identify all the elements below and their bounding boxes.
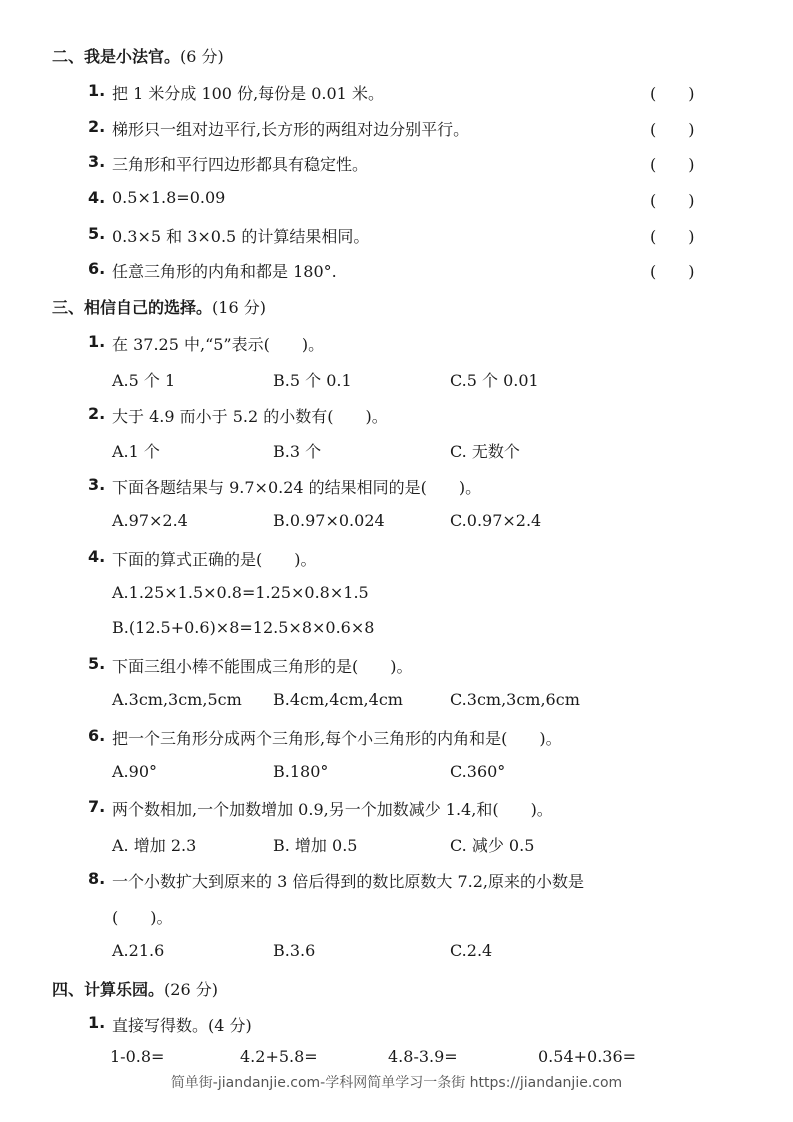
s2-q2-text: 梯形只一组对边平行,长方形的两组对边分别平行。 xyxy=(112,120,470,139)
s2-q4-answer-blank[interactable]: ( ) xyxy=(650,191,695,210)
s3-q3-number: 3. xyxy=(88,475,106,494)
s4-q1-text: 直接写得数。(4 分) xyxy=(112,1016,252,1035)
s3-q2-option-c[interactable]: C. 无数个 xyxy=(450,442,520,461)
s2-q6-number: 6. xyxy=(88,259,106,278)
section-3-title: 三、相信自己的选择。 xyxy=(52,298,213,317)
section-4-title: 四、计算乐园。 xyxy=(52,980,165,999)
s3-q8-option-c[interactable]: C.2.4 xyxy=(450,941,493,960)
s3-q1-option-a[interactable]: A.5 个 1 xyxy=(112,371,176,390)
section-2-title: 二、我是小法官。 xyxy=(52,47,181,66)
footer-watermark: 简单街-jiandanjie.com-学科网简单学习一条街 https://jiandanjie.com xyxy=(170,1075,623,1091)
s2-q6-answer-blank[interactable]: ( ) xyxy=(650,262,695,281)
s3-q6-option-a[interactable]: A.90° xyxy=(112,762,157,781)
s3-q7-option-b[interactable]: B. 增加 0.5 xyxy=(273,836,358,855)
s3-q7-number: 7. xyxy=(88,797,106,816)
s3-q1-text: 在 37.25 中,“5”表示( )。 xyxy=(112,335,325,354)
s3-q1-option-c[interactable]: C.5 个 0.01 xyxy=(450,371,539,390)
section-2-points: (6 分) xyxy=(180,47,224,66)
section-4-heading xyxy=(52,977,218,1000)
section-3-heading xyxy=(52,295,266,318)
s3-q8-text: 一个小数扩大到原来的 3 倍后得到的数比原数大 7.2,原来的小数是 xyxy=(112,872,584,891)
s3-q3-option-b[interactable]: B.0.97×0.024 xyxy=(273,511,385,530)
s3-q5-option-b[interactable]: B.4cm,4cm,4cm xyxy=(273,690,403,709)
s3-q6-number: 6. xyxy=(88,726,106,745)
s3-q7-text: 两个数相加,一个加数增加 0.9,另一个加数减少 1.4,和( )。 xyxy=(112,800,553,819)
s3-q5-option-a[interactable]: A.3cm,3cm,5cm xyxy=(112,690,242,709)
s2-q3-text: 三角形和平行四边形都具有稳定性。 xyxy=(112,155,369,174)
s3-q1-number: 1. xyxy=(88,332,106,351)
s2-q2-answer-blank[interactable]: ( ) xyxy=(650,120,695,139)
s4-q1-number: 1. xyxy=(88,1013,106,1032)
s3-q6-text: 把一个三角形分成两个三角形,每个小三角形的内角和是( )。 xyxy=(112,729,562,748)
s2-q2-number: 2. xyxy=(88,117,106,136)
calc-item-1: 1-0.8= xyxy=(110,1047,165,1066)
calc-item-4: 0.54+0.36= xyxy=(538,1047,637,1066)
section-3-points: (16 分) xyxy=(212,298,266,317)
section-2-heading xyxy=(52,44,224,67)
s2-q5-number: 5. xyxy=(88,224,106,243)
s3-q7-option-c[interactable]: C. 减少 0.5 xyxy=(450,836,535,855)
section-4-points: (26 分) xyxy=(164,980,218,999)
s3-q8-option-a[interactable]: A.21.6 xyxy=(112,941,165,960)
s3-q1-option-b[interactable]: B.5 个 0.1 xyxy=(273,371,352,390)
s2-q3-number: 3. xyxy=(88,152,106,171)
calc-item-3: 4.8-3.9= xyxy=(388,1047,458,1066)
s3-q8-number: 8. xyxy=(88,869,106,888)
s2-q1-answer-blank[interactable]: ( ) xyxy=(650,84,695,103)
s3-q5-text: 下面三组小棒不能围成三角形的是( )。 xyxy=(112,657,413,676)
s2-q4-text: 0.5×1.8=0.09 xyxy=(112,188,226,207)
s2-q6-text: 任意三角形的内角和都是 180°. xyxy=(112,262,337,281)
s2-q3-answer-blank[interactable]: ( ) xyxy=(650,155,695,174)
s3-q5-number: 5. xyxy=(88,654,106,673)
s3-q2-text: 大于 4.9 而小于 5.2 的小数有( )。 xyxy=(112,407,388,426)
s2-q4-number: 4. xyxy=(88,188,106,207)
s3-q2-option-b[interactable]: B.3 个 xyxy=(273,442,322,461)
s3-q2-number: 2. xyxy=(88,404,106,423)
s3-q8-option-b[interactable]: B.3.6 xyxy=(273,941,316,960)
s3-q3-option-c[interactable]: C.0.97×2.4 xyxy=(450,511,542,530)
s3-q4-option-a[interactable]: A.1.25×1.5×0.8=1.25×0.8×1.5 xyxy=(112,583,369,602)
s3-q2-option-a[interactable]: A.1 个 xyxy=(112,442,160,461)
calc-item-2: 4.2+5.8= xyxy=(240,1047,318,1066)
s3-q3-option-a[interactable]: A.97×2.4 xyxy=(112,511,188,530)
s2-q5-text: 0.3×5 和 3×0.5 的计算结果相同。 xyxy=(112,227,370,246)
s3-q4-text: 下面的算式正确的是( )。 xyxy=(112,550,317,569)
s3-q4-number: 4. xyxy=(88,547,106,566)
s2-q5-answer-blank[interactable]: ( ) xyxy=(650,227,695,246)
s3-q8-text-continued: ( )。 xyxy=(112,908,173,927)
s3-q6-option-b[interactable]: B.180° xyxy=(273,762,329,781)
s3-q7-option-a[interactable]: A. 增加 2.3 xyxy=(112,836,197,855)
s2-q1-number: 1. xyxy=(88,81,106,100)
s3-q5-option-c[interactable]: C.3cm,3cm,6cm xyxy=(450,690,580,709)
s3-q3-text: 下面各题结果与 9.7×0.24 的结果相同的是( )。 xyxy=(112,478,482,497)
s3-q6-option-c[interactable]: C.360° xyxy=(450,762,506,781)
s2-q1-text: 把 1 米分成 100 份,每份是 0.01 米。 xyxy=(112,84,384,103)
s3-q4-option-b[interactable]: B.(12.5+0.6)×8=12.5×8×0.6×8 xyxy=(112,618,375,637)
